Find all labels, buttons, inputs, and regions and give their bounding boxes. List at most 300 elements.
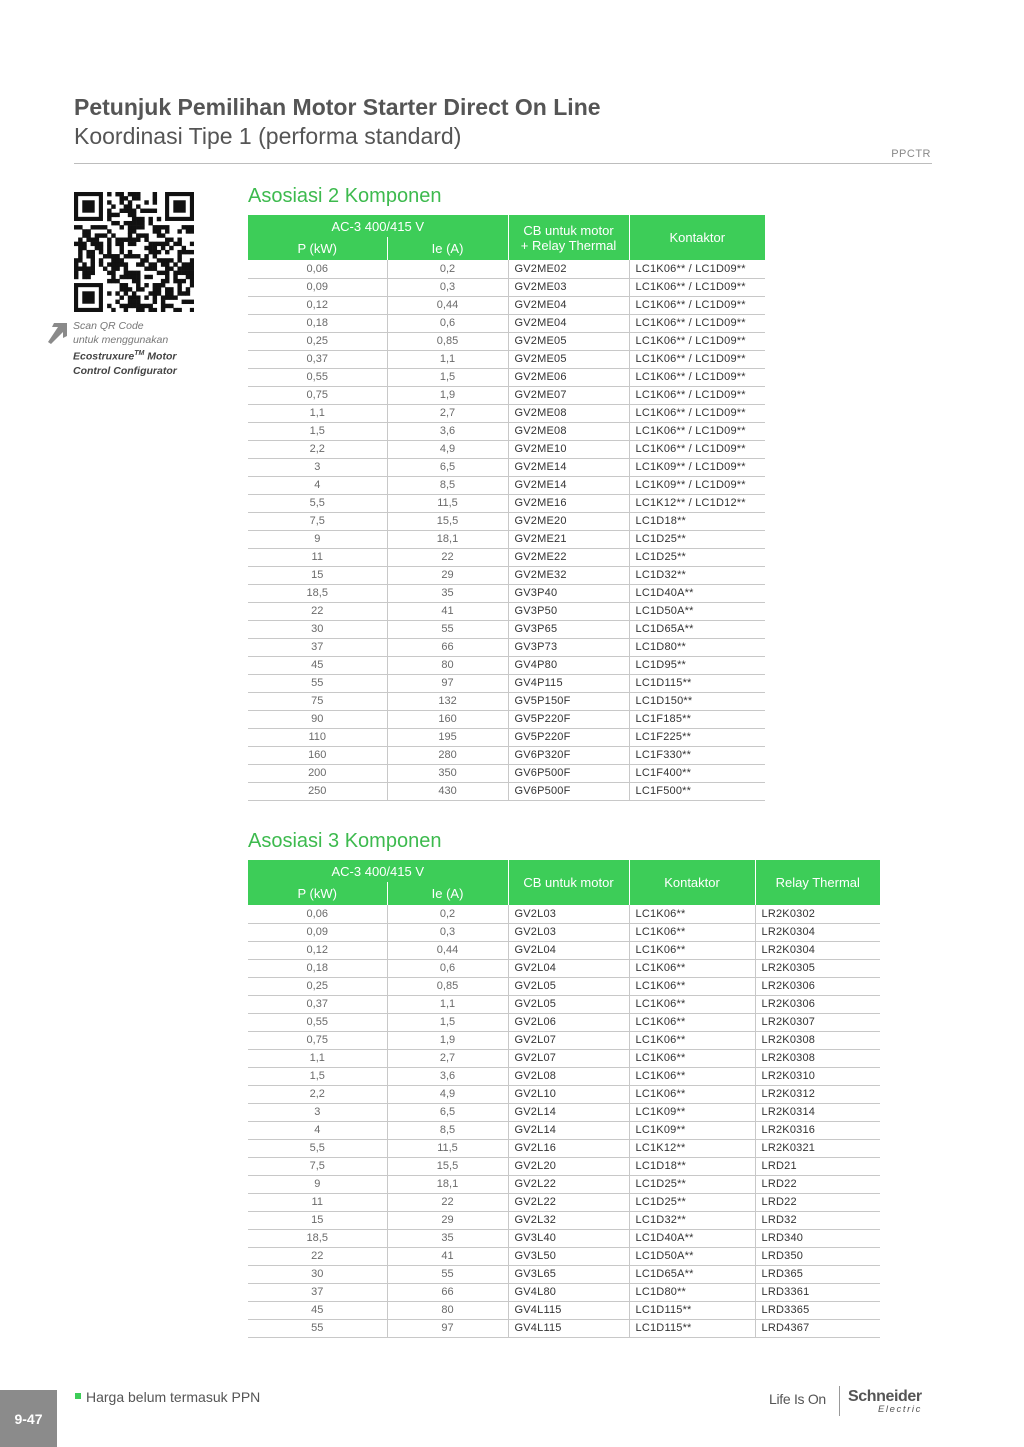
cell-p-kw: 160 [248,746,387,764]
cell-cb-relay: GV2ME06 [508,368,629,386]
cell-p-kw: 55 [248,674,387,692]
table-row [248,350,765,368]
cell-ie-a: 0,44 [387,941,508,959]
cell-ie-a: 1,9 [387,386,508,404]
cell-p-kw: 55 [248,1319,387,1337]
cell-ie-a: 2,7 [387,404,508,422]
cell-p-kw: 9 [248,530,387,548]
cell-p-kw: 7,5 [248,512,387,530]
cell-p-kw: 0,18 [248,314,387,332]
header-cb-motor: CB untuk motor [508,860,629,905]
cell-relay-thermal: LRD22 [755,1175,880,1193]
cell-ie-a: 280 [387,746,508,764]
page-number: 9-47 [0,1390,57,1447]
cell-kontaktor: LC1K06** [629,1085,755,1103]
cell-cb-relay: GV5P150F [508,692,629,710]
arrow-up-right-icon [46,322,68,344]
cell-kontaktor: LC1D25** [629,1193,755,1211]
cell-kontaktor: LC1D150** [629,692,765,710]
cell-cb-motor: GV3L50 [508,1247,629,1265]
cell-p-kw: 2,2 [248,440,387,458]
cell-kontaktor: LC1D32** [629,566,765,584]
cell-p-kw: 18,5 [248,584,387,602]
cell-kontaktor: LC1K12** [629,1139,755,1157]
table-row [248,314,765,332]
table-row [248,332,765,350]
section-title-3-komponen: Asosiasi 3 Komponen [248,830,442,852]
cell-cb-relay: GV6P500F [508,782,629,800]
cell-p-kw: 11 [248,548,387,566]
cell-kontaktor: LC1K06** / LC1D09** [629,422,765,440]
cell-ie-a: 8,5 [387,1121,508,1139]
cell-ie-a: 55 [387,1265,508,1283]
cell-cb-relay: GV2ME32 [508,566,629,584]
cell-p-kw: 0,18 [248,959,387,977]
cell-kontaktor: LC1D32** [629,1211,755,1229]
cell-kontaktor: LC1K06** / LC1D09** [629,278,765,296]
cell-kontaktor: LC1K12** / LC1D12** [629,494,765,512]
cell-p-kw: 0,12 [248,296,387,314]
header-ac3-group: AC-3 400/415 V [248,860,508,882]
cell-kontaktor: LC1D40A** [629,1229,755,1247]
cell-p-kw: 18,5 [248,1229,387,1247]
header-kontaktor: Kontaktor [629,215,765,260]
cell-kontaktor: LC1K06** / LC1D09** [629,440,765,458]
table-row [248,458,765,476]
cell-p-kw: 37 [248,638,387,656]
section-code: PPCTR [891,148,931,160]
header-cb-relay [508,215,629,260]
cell-p-kw: 0,55 [248,368,387,386]
header-divider [74,163,932,164]
cell-relay-thermal: LRD3361 [755,1283,880,1301]
cell-cb-motor: GV2L05 [508,995,629,1013]
cell-p-kw: 0,37 [248,350,387,368]
cell-ie-a: 11,5 [387,1139,508,1157]
cell-kontaktor: LC1K06** [629,923,755,941]
cell-relay-thermal: LR2K0304 [755,941,880,959]
qr-caption-line-4: Control Configurator [73,364,177,377]
cell-cb-relay: GV2ME14 [508,458,629,476]
cell-relay-thermal: LR2K0308 [755,1049,880,1067]
cell-p-kw: 30 [248,620,387,638]
table-row [248,905,880,923]
qr-caption-line-2: untuk menggunakan [73,334,169,346]
cell-relay-thermal: LRD365 [755,1265,880,1283]
cell-kontaktor: LC1D25** [629,1175,755,1193]
brand-name: Schneider [848,1388,922,1405]
cell-cb-relay: GV2ME03 [508,278,629,296]
table-row [248,995,880,1013]
cell-kontaktor: LC1K06** / LC1D09** [629,368,765,386]
cell-p-kw: 0,12 [248,941,387,959]
table-row [248,584,765,602]
cell-cb-motor: GV2L06 [508,1013,629,1031]
cell-cb-relay: GV6P320F [508,746,629,764]
cell-cb-motor: GV2L14 [508,1103,629,1121]
cell-ie-a: 66 [387,638,508,656]
table-row [248,1103,880,1121]
cell-p-kw: 15 [248,1211,387,1229]
cell-cb-relay: GV2ME05 [508,350,629,368]
cell-p-kw: 0,06 [248,905,387,923]
cell-cb-relay: GV6P500F [508,764,629,782]
cell-ie-a: 80 [387,656,508,674]
cell-kontaktor: LC1F330** [629,746,765,764]
cell-kontaktor: LC1K09** [629,1121,755,1139]
table-row [248,1139,880,1157]
cell-p-kw: 30 [248,1265,387,1283]
bullet-square-icon [75,1393,81,1399]
cell-cb-relay: GV2ME04 [508,314,629,332]
cell-cb-relay: GV2ME08 [508,422,629,440]
cell-relay-thermal: LR2K0306 [755,995,880,1013]
cell-cb-motor: GV2L22 [508,1193,629,1211]
qr-caption-line-3 [73,347,177,364]
cell-relay-thermal: LRD21 [755,1157,880,1175]
cell-p-kw: 15 [248,566,387,584]
cell-p-kw: 1,5 [248,422,387,440]
cell-kontaktor: LC1K06** / LC1D09** [629,386,765,404]
cell-ie-a: 15,5 [387,1157,508,1175]
table-row [248,692,765,710]
table-row [248,1283,880,1301]
table-row [248,494,765,512]
cell-cb-relay: GV3P65 [508,620,629,638]
cell-ie-a: 97 [387,1319,508,1337]
cell-cb-motor: GV2L04 [508,959,629,977]
cell-kontaktor: LC1D65A** [629,620,765,638]
header-ie-a: Ie (A) [387,237,508,260]
cell-ie-a: 29 [387,566,508,584]
cell-relay-thermal: LR2K0302 [755,905,880,923]
cell-ie-a: 0,6 [387,314,508,332]
table-row [248,548,765,566]
cell-cb-relay: GV2ME08 [508,404,629,422]
cell-cb-motor: GV3L40 [508,1229,629,1247]
table-row [248,764,765,782]
cell-p-kw: 9 [248,1175,387,1193]
cell-relay-thermal: LR2K0304 [755,923,880,941]
cell-ie-a: 160 [387,710,508,728]
cell-p-kw: 110 [248,728,387,746]
cell-kontaktor: LC1D50A** [629,602,765,620]
cell-p-kw: 5,5 [248,494,387,512]
qr-caption-product: Ecostruxure [73,350,135,363]
cell-kontaktor: LC1K06** / LC1D09** [629,314,765,332]
table-row [248,278,765,296]
header-cb-line2: + Relay Thermal [520,237,617,253]
table-row [248,782,765,800]
cell-ie-a: 6,5 [387,458,508,476]
cell-p-kw: 22 [248,602,387,620]
table-row [248,530,765,548]
header-p-kw: P (kW) [248,882,387,905]
cell-cb-motor: GV2L32 [508,1211,629,1229]
cell-ie-a: 4,9 [387,440,508,458]
cell-ie-a: 66 [387,1283,508,1301]
cell-kontaktor: LC1D95** [629,656,765,674]
cell-p-kw: 250 [248,782,387,800]
table-row [248,1067,880,1085]
qr-caption-line-1: Scan QR Code [73,320,144,332]
cell-ie-a: 41 [387,602,508,620]
cell-cb-relay: GV3P50 [508,602,629,620]
cell-cb-motor: GV2L22 [508,1175,629,1193]
cell-p-kw: 1,5 [248,1067,387,1085]
cell-p-kw: 4 [248,1121,387,1139]
cell-cb-motor: GV2L07 [508,1049,629,1067]
cell-p-kw: 45 [248,656,387,674]
cell-kontaktor: LC1K06** [629,1067,755,1085]
cell-cb-relay: GV2ME16 [508,494,629,512]
cell-cb-motor: GV4L115 [508,1301,629,1319]
table-row [248,1247,880,1265]
cell-cb-motor: GV2L16 [508,1139,629,1157]
cell-p-kw: 0,37 [248,995,387,1013]
table-row [248,674,765,692]
cell-ie-a: 1,5 [387,368,508,386]
cell-kontaktor: LC1D25** [629,530,765,548]
cell-cb-relay: GV4P115 [508,674,629,692]
table-row [248,710,765,728]
cell-p-kw: 3 [248,458,387,476]
cell-p-kw: 0,55 [248,1013,387,1031]
section-title-2-komponen: Asosiasi 2 Komponen [248,185,442,207]
cell-cb-motor: GV2L03 [508,905,629,923]
table-row [248,404,765,422]
cell-ie-a: 1,9 [387,1031,508,1049]
cell-kontaktor: LC1F185** [629,710,765,728]
cell-cb-relay: GV2ME22 [508,548,629,566]
table-row [248,1049,880,1067]
cell-ie-a: 430 [387,782,508,800]
cell-cb-relay: GV3P73 [508,638,629,656]
logo-divider [839,1386,840,1416]
cell-cb-motor: GV2L04 [508,941,629,959]
cell-relay-thermal: LRD340 [755,1229,880,1247]
cell-p-kw: 22 [248,1247,387,1265]
cell-p-kw: 5,5 [248,1139,387,1157]
qr-code-icon[interactable] [74,192,194,312]
cell-ie-a: 18,1 [387,530,508,548]
cell-kontaktor: LC1K09** / LC1D09** [629,476,765,494]
cell-relay-thermal: LR2K0310 [755,1067,880,1085]
cell-ie-a: 15,5 [387,512,508,530]
cell-ie-a: 0,44 [387,296,508,314]
table-row [248,656,765,674]
cell-kontaktor: LC1K06** [629,995,755,1013]
table-row [248,959,880,977]
cell-p-kw: 0,25 [248,977,387,995]
table-row [248,1193,880,1211]
cell-kontaktor: LC1D65A** [629,1265,755,1283]
table-row [248,746,765,764]
cell-ie-a: 3,6 [387,422,508,440]
cell-p-kw: 0,06 [248,260,387,278]
cell-relay-thermal: LRD32 [755,1211,880,1229]
page-title: Petunjuk Pemilihan Motor Starter Direct On Line [74,94,601,120]
cell-cb-motor: GV2L08 [508,1067,629,1085]
cell-ie-a: 29 [387,1211,508,1229]
cell-ie-a: 35 [387,584,508,602]
cell-kontaktor: LC1D25** [629,548,765,566]
footer-note-text: Harga belum termasuk PPN [86,1389,261,1405]
cell-ie-a: 6,5 [387,1103,508,1121]
cell-kontaktor: LC1K06** [629,977,755,995]
cell-ie-a: 2,7 [387,1049,508,1067]
cell-relay-thermal: LR2K0306 [755,977,880,995]
tagline: Life Is On [769,1391,826,1407]
cell-cb-motor: GV3L65 [508,1265,629,1283]
cell-ie-a: 0,2 [387,905,508,923]
cell-relay-thermal: LRD22 [755,1193,880,1211]
cell-p-kw: 2,2 [248,1085,387,1103]
cell-kontaktor: LC1F500** [629,782,765,800]
cell-kontaktor: LC1K06** / LC1D09** [629,296,765,314]
cell-ie-a: 41 [387,1247,508,1265]
cell-ie-a: 350 [387,764,508,782]
cell-cb-relay: GV3P40 [508,584,629,602]
cell-cb-motor: GV2L05 [508,977,629,995]
cell-p-kw: 37 [248,1283,387,1301]
cell-relay-thermal: LR2K0316 [755,1121,880,1139]
cell-ie-a: 0,6 [387,959,508,977]
cell-ie-a: 0,3 [387,923,508,941]
cell-kontaktor: LC1K06** / LC1D09** [629,404,765,422]
cell-p-kw: 45 [248,1301,387,1319]
cell-kontaktor: LC1D80** [629,1283,755,1301]
table-row [248,1265,880,1283]
cell-kontaktor: LC1K06** [629,941,755,959]
cell-kontaktor: LC1K06** [629,905,755,923]
table-row [248,566,765,584]
cell-ie-a: 55 [387,620,508,638]
table-row [248,1175,880,1193]
cell-p-kw: 1,1 [248,1049,387,1067]
cell-ie-a: 11,5 [387,494,508,512]
table-row [248,1013,880,1031]
cell-cb-relay: GV2ME10 [508,440,629,458]
cell-cb-motor: GV2L07 [508,1031,629,1049]
cell-ie-a: 97 [387,674,508,692]
table-row [248,977,880,995]
cell-kontaktor: LC1K06** / LC1D09** [629,350,765,368]
cell-kontaktor: LC1D50A** [629,1247,755,1265]
cell-kontaktor: LC1D115** [629,674,765,692]
cell-ie-a: 1,5 [387,1013,508,1031]
cell-ie-a: 0,2 [387,260,508,278]
cell-relay-thermal: LR2K0312 [755,1085,880,1103]
cell-relay-thermal: LR2K0314 [755,1103,880,1121]
header-p-kw: P (kW) [248,237,387,260]
cell-cb-motor: GV4L80 [508,1283,629,1301]
cell-p-kw: 1,1 [248,404,387,422]
table-row [248,1211,880,1229]
cell-relay-thermal: LR2K0307 [755,1013,880,1031]
cell-ie-a: 1,1 [387,995,508,1013]
table-row [248,1085,880,1103]
table-row [248,1031,880,1049]
cell-cb-motor: GV2L20 [508,1157,629,1175]
cell-p-kw: 4 [248,476,387,494]
table-row [248,638,765,656]
table-row [248,1319,880,1337]
cell-p-kw: 75 [248,692,387,710]
cell-relay-thermal: LRD350 [755,1247,880,1265]
cell-cb-relay: GV2ME05 [508,332,629,350]
cell-p-kw: 0,09 [248,278,387,296]
cell-kontaktor: LC1F400** [629,764,765,782]
table-2-komponen [248,215,765,801]
cell-kontaktor: LC1D115** [629,1319,755,1337]
table-row [248,476,765,494]
table-row [248,422,765,440]
cell-kontaktor: LC1K06** / LC1D09** [629,260,765,278]
cell-kontaktor: LC1K06** / LC1D09** [629,332,765,350]
cell-ie-a: 22 [387,548,508,566]
brand-sub: Electric [878,1404,922,1415]
table-row [248,368,765,386]
cell-p-kw: 7,5 [248,1157,387,1175]
table-row [248,440,765,458]
header-cb-line1: CB untuk motor [523,222,614,238]
cell-p-kw: 0,09 [248,923,387,941]
cell-cb-relay: GV4P80 [508,656,629,674]
qr-caption [73,319,177,378]
cell-kontaktor: LC1K09** [629,1103,755,1121]
cell-relay-thermal: LR2K0308 [755,1031,880,1049]
table-row [248,1229,880,1247]
cell-ie-a: 4,9 [387,1085,508,1103]
brand-logo [848,1389,922,1415]
cell-ie-a: 8,5 [387,476,508,494]
cell-p-kw: 90 [248,710,387,728]
table-row [248,1157,880,1175]
cell-cb-relay: GV2ME20 [508,512,629,530]
cell-cb-relay: GV2ME04 [508,296,629,314]
cell-ie-a: 132 [387,692,508,710]
cell-kontaktor: LC1D18** [629,1157,755,1175]
cell-relay-thermal: LR2K0321 [755,1139,880,1157]
footer-note [75,1389,260,1405]
table-row [248,1121,880,1139]
header-relay-thermal: Relay Thermal [755,860,880,905]
header-kontaktor: Kontaktor [629,860,755,905]
cell-relay-thermal: LRD3365 [755,1301,880,1319]
trademark-mark: TM [134,350,145,357]
cell-kontaktor: LC1D40A** [629,584,765,602]
cell-p-kw: 0,25 [248,332,387,350]
cell-ie-a: 0,3 [387,278,508,296]
cell-ie-a: 0,85 [387,332,508,350]
cell-relay-thermal: LR2K0305 [755,959,880,977]
cell-cb-motor: GV2L03 [508,923,629,941]
cell-kontaktor: LC1K06** [629,1031,755,1049]
table-3-komponen [248,860,880,1338]
table-row [248,620,765,638]
header-ie-a: Ie (A) [387,882,508,905]
cell-ie-a: 80 [387,1301,508,1319]
cell-kontaktor: LC1K09** / LC1D09** [629,458,765,476]
cell-kontaktor: LC1D18** [629,512,765,530]
cell-p-kw: 0,75 [248,1031,387,1049]
cell-cb-relay: GV2ME07 [508,386,629,404]
cell-kontaktor: LC1F225** [629,728,765,746]
cell-kontaktor: LC1K06** [629,959,755,977]
cell-cb-motor: GV2L10 [508,1085,629,1103]
table-row [248,1301,880,1319]
